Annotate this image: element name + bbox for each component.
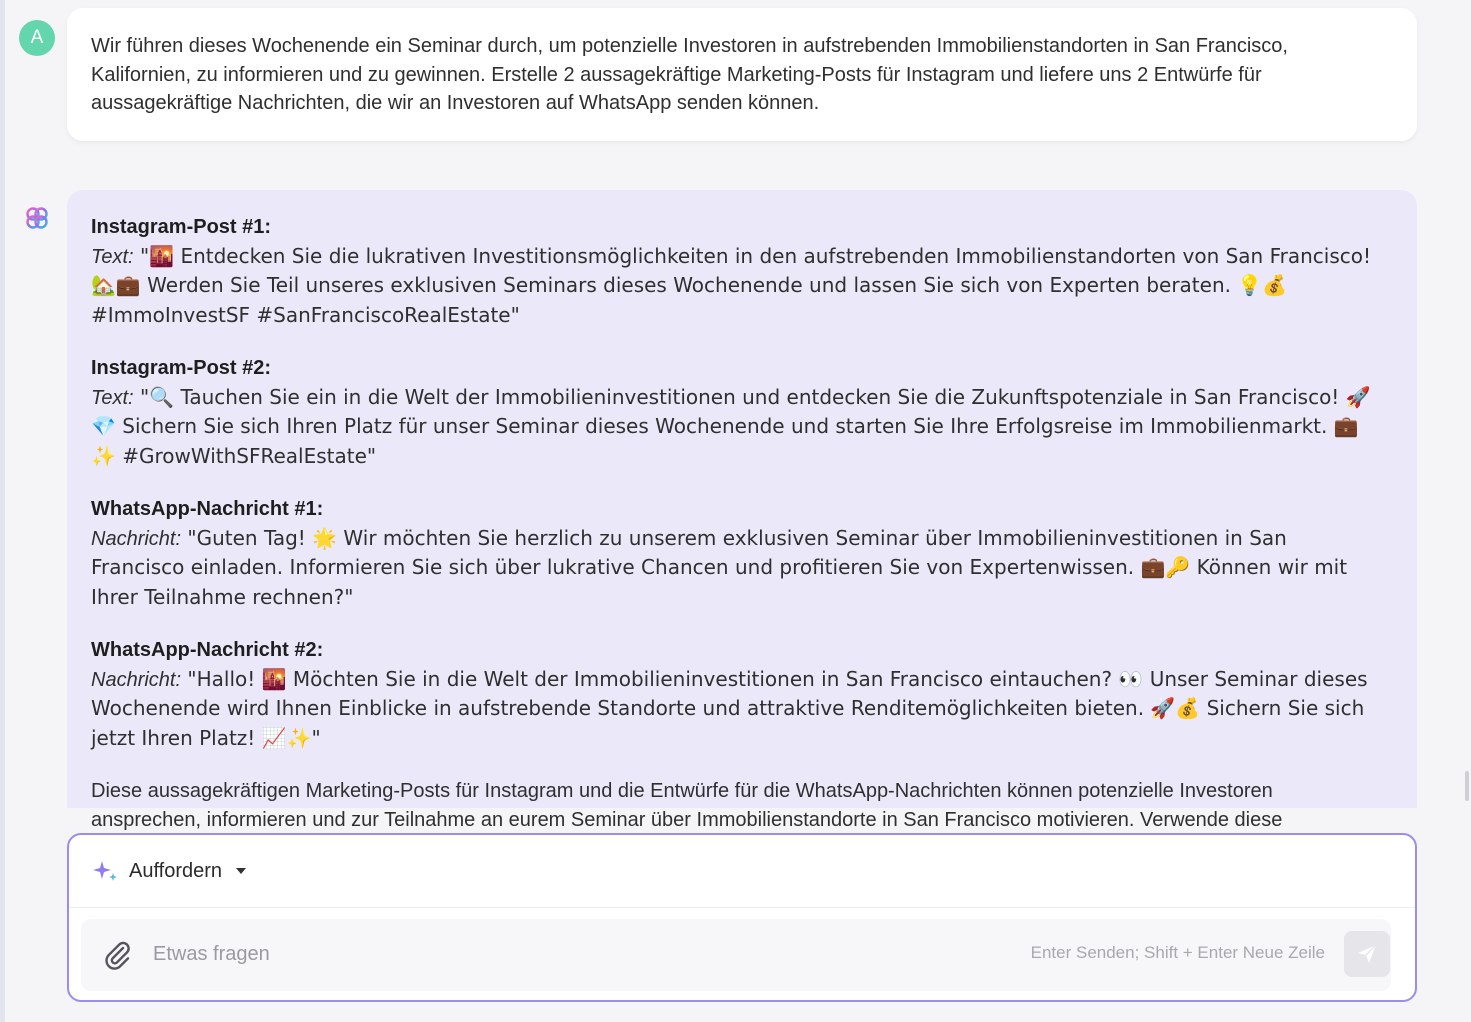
user-avatar (19, 20, 55, 56)
section-title: WhatsApp-Nachricht #2: (91, 639, 324, 661)
section-label: Text: (91, 245, 134, 268)
section-label: Nachricht: (91, 668, 182, 691)
prompt-composer (67, 833, 1417, 1002)
chevron-down-icon[interactable] (236, 868, 246, 874)
section-label: Text: (91, 386, 134, 409)
ai-response-bubble (67, 190, 1417, 831)
composer-toolbar (69, 835, 1415, 908)
section-title: WhatsApp-Nachricht #1: (91, 498, 324, 520)
keyboard-hint: Enter Senden; Shift + Enter Neue Zeile (1030, 943, 1325, 962)
ask-input-area (81, 919, 1391, 991)
response-section (91, 636, 1377, 753)
ask-input[interactable] (151, 937, 955, 971)
section-content (91, 383, 1377, 472)
send-button[interactable] (1344, 931, 1390, 977)
left-rail (0, 0, 5, 1022)
section-title: Instagram-Post #2: (91, 357, 272, 379)
user-message-bubble (67, 8, 1417, 141)
sparkle-icon[interactable] (93, 859, 119, 883)
scrollbar-thumb[interactable] (1465, 771, 1469, 801)
mode-dropdown-label[interactable]: Auffordern (129, 860, 223, 882)
closing-paragraph: Diese aussagekräftigen Marketing-Posts für Instagram und die Entwürfe für die WhatsApp-Nachrichten können potenzielle Investoren ansprechen, informieren und zur Teilnahme an eurem Seminar über Immobilienstandorte in San Francisco motivieren. Verwende diese (91, 780, 1283, 831)
section-body: "🌇 Entdecken Sie die lukrativen Investitionsmöglichkeiten in den aufstrebenden Immobilienstandorten von San Francisco! 🏡💼 Werden Sie Teil unseres exklusiven Seminars dieses Wochenende und lassen Sie sich von Experten beraten. 💡💰 #ImmoInvestSF #SanFranciscoRealEstate" (91, 243, 1372, 327)
user-message-text: Wir führen dieses Wochenende ein Seminar durch, um potenzielle Investoren in aufstrebenden Immobilienstandorten in San Francisco, Kalifornien, zu informieren und zu gewinnen. Erstelle 2 aussagekräftige Marketing-Posts für Instagram und liefere uns 2 Entwürfe für aussagekräftige Nachrichten, die wir an Investoren auf WhatsApp senden können. (91, 35, 1288, 114)
section-body: "Guten Tag! 🌟 Wir möchten Sie herzlich zu unserem exklusiven Seminar über Immobilieninvestitionen in San Francisco einladen. Informieren Sie sich über lukrative Chancen und profitieren Sie von Expertenwissen. 💼🔑 Können wir mit Ihrer Teilnahme rechnen?" (91, 525, 1348, 609)
response-section (91, 213, 1377, 330)
section-title: Instagram-Post #1: (91, 216, 272, 238)
section-label: Nachricht: (91, 527, 182, 550)
response-section (91, 354, 1377, 471)
section-body: "🔍 Tauchen Sie ein in die Welt der Immobilieninvestitionen und entdecken Sie die Zukunftspotenziale in San Francisco! 🚀💎 Sichern Sie sich Ihren Platz für unser Seminar dieses Wochenende und starten Sie Ihre Erfolgsreise im Immobilienmarkt. 💼✨ #GrowWithSFRealEstate" (91, 384, 1371, 468)
user-avatar-initial: A (30, 27, 44, 48)
section-content (91, 242, 1377, 331)
send-icon (1355, 942, 1379, 966)
ai-assistant-logo-icon (24, 205, 50, 231)
response-section (91, 495, 1377, 612)
section-content (91, 524, 1377, 613)
paperclip-icon[interactable] (101, 939, 133, 971)
section-body: "Hallo! 🌇 Möchten Sie in die Welt der Immobilieninvestitionen in San Francisco eintauchen? 👀 Unser Seminar dieses Wochenende wird Ihnen Einblicke in aufstrebende Standorte und attraktive Renditemöglichkeiten bieten. 🚀💰 Sichern Sie sich jetzt Ihren Platz! 📈✨" (91, 666, 1368, 750)
section-content (91, 665, 1377, 754)
